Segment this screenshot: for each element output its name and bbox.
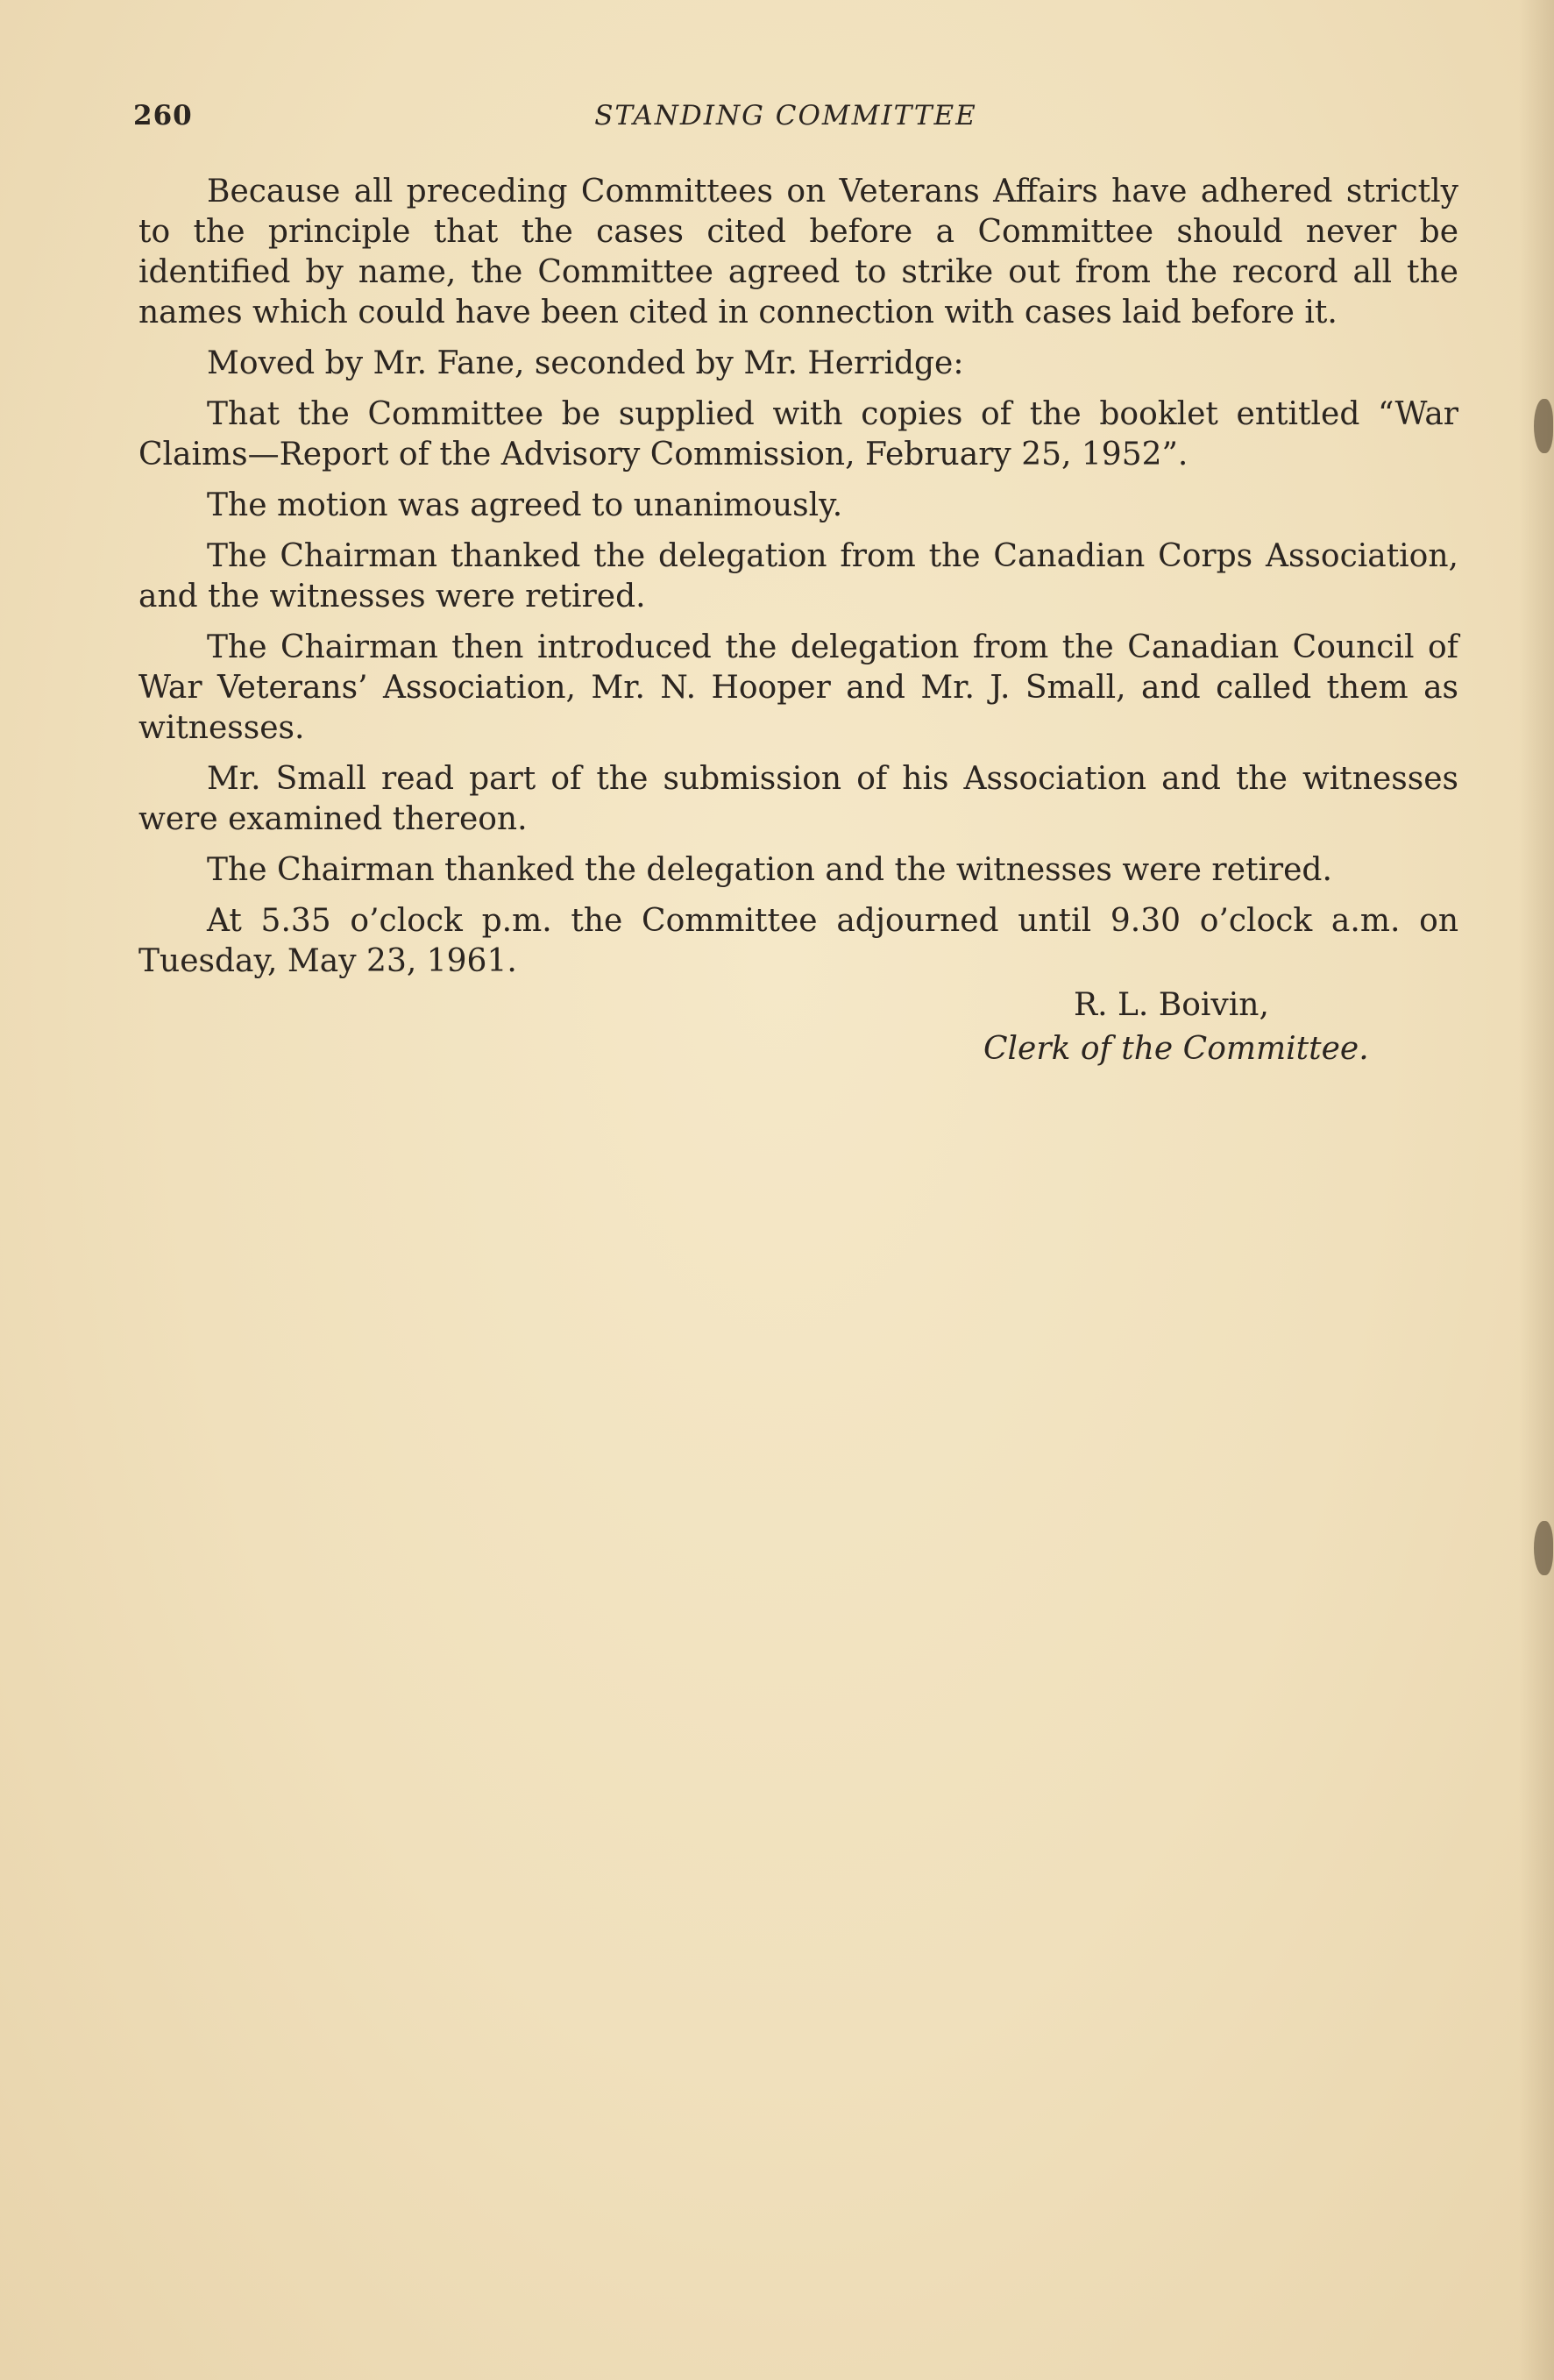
signatory-title: Clerk of the Committee. (983, 1031, 1369, 1067)
paragraph: The Chairman thanked the delegation and the witnesses were retired. (207, 852, 1332, 888)
body-text (138, 172, 1458, 992)
paragraph: Mr. Small read part of the submission of his Association and the witnesses were examined thereon. (138, 761, 1458, 837)
paragraph: That the Committee be supplied with copies of the booklet entitled “War Claims—Report of the Advisory Commission, February 25, 1952”. (138, 396, 1458, 472)
signatory-name: R. L. Boivin, (1074, 987, 1269, 1023)
paragraph: At 5.35 o’clock p.m. the Committee adjourned until 9.30 o’clock a.m. on Tuesday, May 23, 1961. (138, 903, 1458, 979)
paragraph: Moved by Mr. Fane, seconded by Mr. Herridge: (207, 345, 964, 381)
signature-block (876, 984, 1402, 1071)
paragraph: The Chairman then introduced the delegation from the Canadian Council of War Veterans’ Association, Mr. N. Hooper and Mr. J. Small, and called them as witnesses. (138, 629, 1458, 746)
page-edge-shadow (1519, 0, 1554, 2380)
paragraph: The Chairman thanked the delegation from the Canadian Corps Association, and the witnesses were retired. (138, 538, 1458, 615)
running-head: STANDING COMMITTEE (594, 100, 977, 131)
binding-mark (1534, 1521, 1553, 1575)
binding-mark (1534, 399, 1553, 453)
paragraph: The motion was agreed to unanimously. (207, 487, 843, 523)
paragraph: Because all preceding Committees on Veterans Affairs have adhered strictly to the principle that the cases cited before a Committee should never be identified by name, the Committee agreed to strike out from the record all the names which could have been cited in connection with cases laid before it. (138, 174, 1458, 330)
page-number: 260 (133, 100, 193, 131)
